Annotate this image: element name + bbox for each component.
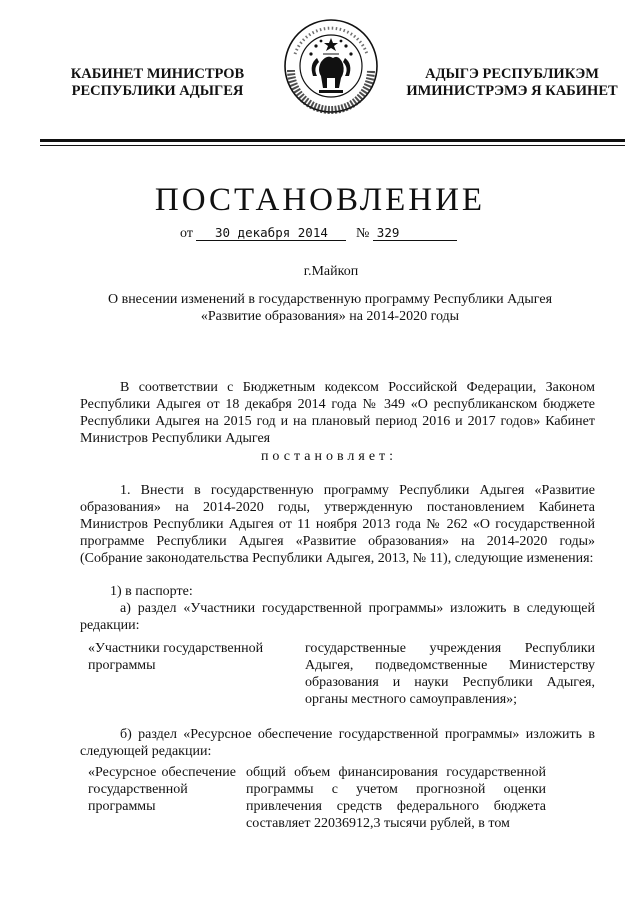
date-prefix: от	[180, 226, 193, 241]
header-divider-thick	[40, 139, 625, 142]
coat-of-arms-icon	[283, 18, 379, 114]
sub-b-block	[80, 726, 595, 760]
header-right-block	[392, 66, 632, 100]
header-divider-thin	[40, 145, 625, 146]
sub-a-paragraph: а) раздел «Участники государственной программы» изложить в следующей редакции:	[80, 601, 595, 633]
header-left-line1: КАБИНЕТ МИНИСТРОВ	[70, 66, 245, 82]
subject-line1: О внесении изменений в государственную программу Республики Адыгея	[107, 292, 553, 307]
sub-a-block	[80, 600, 595, 634]
document-title: ПОСТАНОВЛЕНИЕ	[154, 182, 486, 218]
city: г.Майкоп	[303, 264, 359, 279]
item1-block	[80, 482, 595, 567]
header-left-block	[50, 66, 265, 100]
header-right-line2: ИМИНИСТРЭМЭ Я КАБИНЕТ	[406, 83, 618, 99]
item1-paragraph: 1. Внести в государственную программу Республики Адыгея «Развитие образования» на 2014-2020 годы, утвержденную постановлением Кабинета Министров Республики Адыгея от 11 ноября 2013 года № 262 «О государственной программе Республики Адыгея «Развитие образования» на 2014-2020 годы» (Собрание законодательства Республики Адыгея, 2013, № 11), следующие изменения:	[80, 483, 595, 566]
number-value: 329	[373, 225, 457, 241]
preamble-paragraph: В соответствии с Бюджетным кодексом Российской Федерации, Законом Республики Адыгея от 18 декабря 2014 года № 349 «О республиканском бюджете Республики Адыгея на 2015 год и на плановый период 2016 и 2017 годов» Кабинет Министров Республики Адыгея	[80, 380, 595, 446]
preamble-block	[80, 379, 595, 447]
date-value: 30 декабря 2014	[196, 225, 346, 241]
number-prefix: №	[355, 226, 370, 241]
subject-block	[60, 291, 600, 325]
table-b-left-cell: «Ресурсное обеспечение государственной программы	[88, 765, 236, 814]
subject-line2: «Развитие образования» на 2014-2020 годы	[200, 309, 460, 324]
table-a-right-cell: государственные учреждения Республики Адыгея, подведомственные Министерству образования и науки Республики Адыгея, органы местного самоуправления»;	[305, 641, 595, 707]
header-right-line1: АДЫГЭ РЕСПУБЛИКЭМ	[425, 66, 599, 82]
sub-b-paragraph: б) раздел «Ресурсное обеспечение государственной программы» изложить в следующей редакции:	[80, 727, 595, 759]
table-a-left-cell: «Участники государственной программы	[88, 641, 264, 673]
header-left-line2: РЕСПУБЛИКИ АДЫГЕЯ	[71, 83, 244, 99]
sub1-block	[80, 583, 595, 600]
decree-word: постановляет:	[260, 449, 398, 464]
sub1-paragraph: 1) в паспорте:	[110, 584, 193, 599]
date-number-line	[180, 225, 457, 242]
table-b-right-cell: общий объем финансирования государственной программы с учетом прогнозной оценки привлечения средств федерального бюджета составляет 22036912,3 тысячи рублей, в том	[246, 765, 546, 831]
